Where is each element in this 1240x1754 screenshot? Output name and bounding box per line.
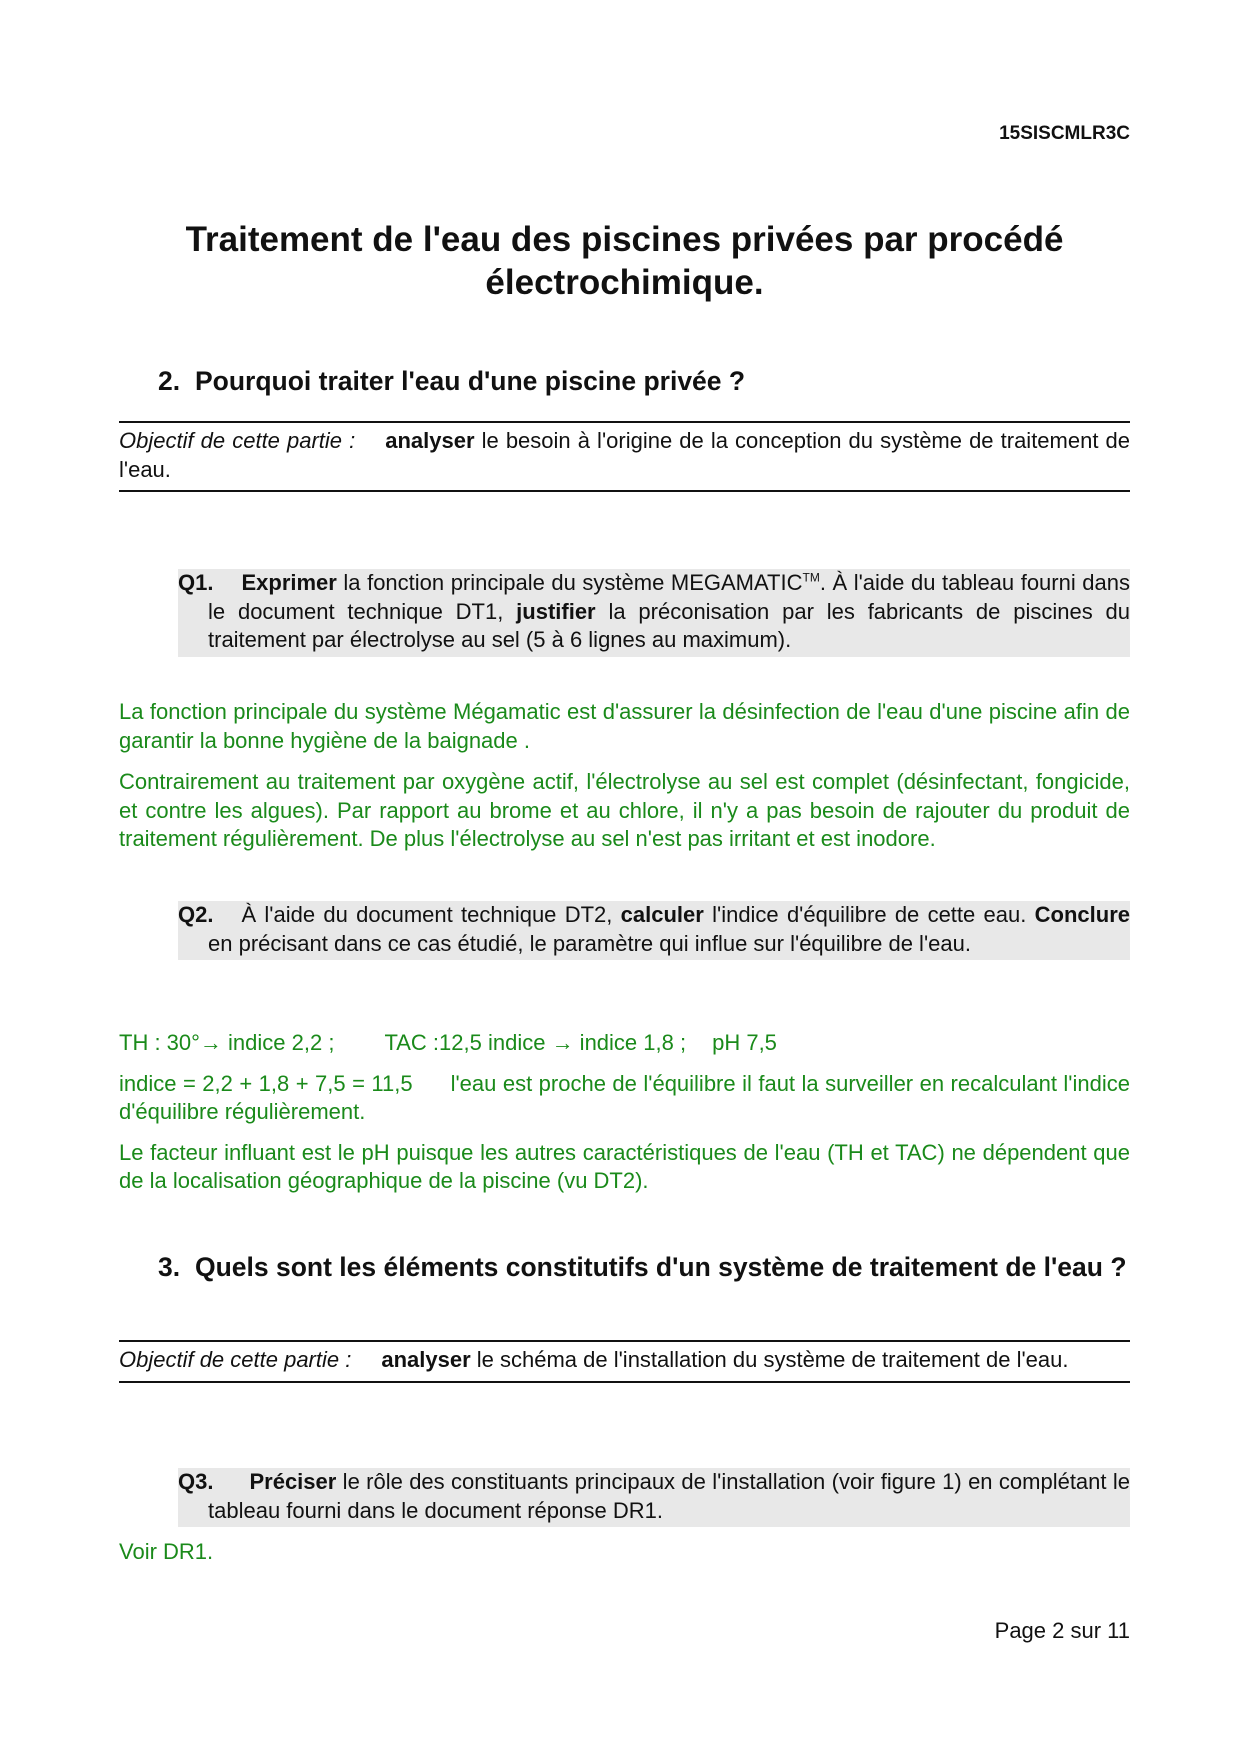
section-3-heading [158,1250,1130,1284]
question-text: en précisant dans ce cas étudié, le paramètre qui influe sur l'équilibre de l'eau. [208,930,971,956]
title-line-1: Traitement de l'eau des piscines privées par procédé [185,220,1064,259]
factor-paragraph: Le facteur influant est le pH puisque les autres caractéristiques de l'eau (TH et TAC) ne dépendent que de la localisation géographique de la piscine (vu DT2). [119,1139,1130,1193]
question-label: Q3. [178,1469,214,1494]
section-2-objective [119,421,1130,492]
section-number: 2. [158,366,181,396]
trademark: TM [802,570,820,585]
question-text: la préconisation par les fabricants de piscines du traitement par électrolyse au sel (5 à 6 lignes au maximum). [208,598,1130,652]
objective-label: Objectif de cette partie : [119,428,356,453]
ph-value: pH 7,5 [712,1030,777,1055]
answer-q2 [119,1029,1130,1196]
answer-q3 [119,1538,1130,1567]
question-verb: Préciser [249,1469,337,1494]
question-label: Q1. [178,570,214,595]
question-verb: justifier [516,598,596,624]
objective-text: le besoin à l'origine de la conception du système de traitement de l'eau. [119,428,1131,482]
answer-paragraph: La fonction principale du système Mégamatic est d'assurer la désinfection de l'eau d'une piscine afin de garantir la bonne hygiène de la baignade . [119,699,1130,753]
section-title: Pourquoi traiter l'eau d'une piscine privée ? [195,366,746,396]
answer-q1 [119,698,1130,854]
objective-verb: analyser [381,1347,471,1372]
question-verb: Exprimer [241,570,337,595]
question-text: l'indice d'équilibre de cette eau. [703,902,1035,927]
question-text: . À l'aide du tableau fourni dans le document technique DT1, [208,570,1130,624]
question-text: la fonction principale du système MEGAMATIC [336,570,803,595]
page-title [119,218,1130,304]
section-3-objective [119,1340,1130,1383]
section-number: 3. [158,1252,181,1282]
tac-value: TAC :12,5 indice → indice 1,8 ; [384,1030,687,1055]
title-line-2: électrochimique. [485,263,764,302]
section-2-heading [158,364,1130,398]
th-value: TH : 30°→ indice 2,2 ; [119,1030,335,1055]
question-verb: Conclure [1034,902,1130,927]
calc-line [119,1070,1130,1127]
question-q3 [178,1468,1130,1527]
question-text: le rôle des constituants principaux de l'installation (voir figure 1) en complétant le tableau fourni dans le document réponse DR1. [208,1469,1130,1523]
section-title: Quels sont les éléments constitutifs d'un système de traitement de l'eau ? [195,1252,1127,1282]
page-number: Page 2 sur 11 [994,1618,1130,1643]
answer-paragraph: Contrairement au traitement par oxygène actif, l'électrolyse au sel est complet (désinfectant, fongicide, et contre les algues). Par rapport au brome et au chlore, il n'y a pas besoin de rajouter du produit de traitement régulièrement. De plus l'électrolyse au sel n'est pas irritant et est inodore. [119,769,1130,851]
calc-formula: indice = 2,2 + 1,8 + 7,5 = 11,5 [119,1070,413,1096]
calc-comment: l'eau est proche de l'équilibre il faut la surveiller en recalculant l'indice d'équilibre régulièrement. [119,1070,1130,1124]
objective-verb: analyser [385,428,475,453]
answer-paragraph: Voir DR1. [119,1539,214,1564]
question-text: À l'aide du document technique DT2, [241,902,621,927]
objective-text: le schéma de l'installation du système de traitement de l'eau. [470,1347,1069,1372]
question-q2 [178,901,1130,960]
objective-label: Objectif de cette partie : [119,1347,352,1372]
question-q1 [178,569,1130,657]
question-verb: calculer [620,902,704,927]
document-code: 15SISCMLR3C [999,123,1130,144]
question-label: Q2. [178,902,214,927]
indices-line [119,1029,1130,1058]
